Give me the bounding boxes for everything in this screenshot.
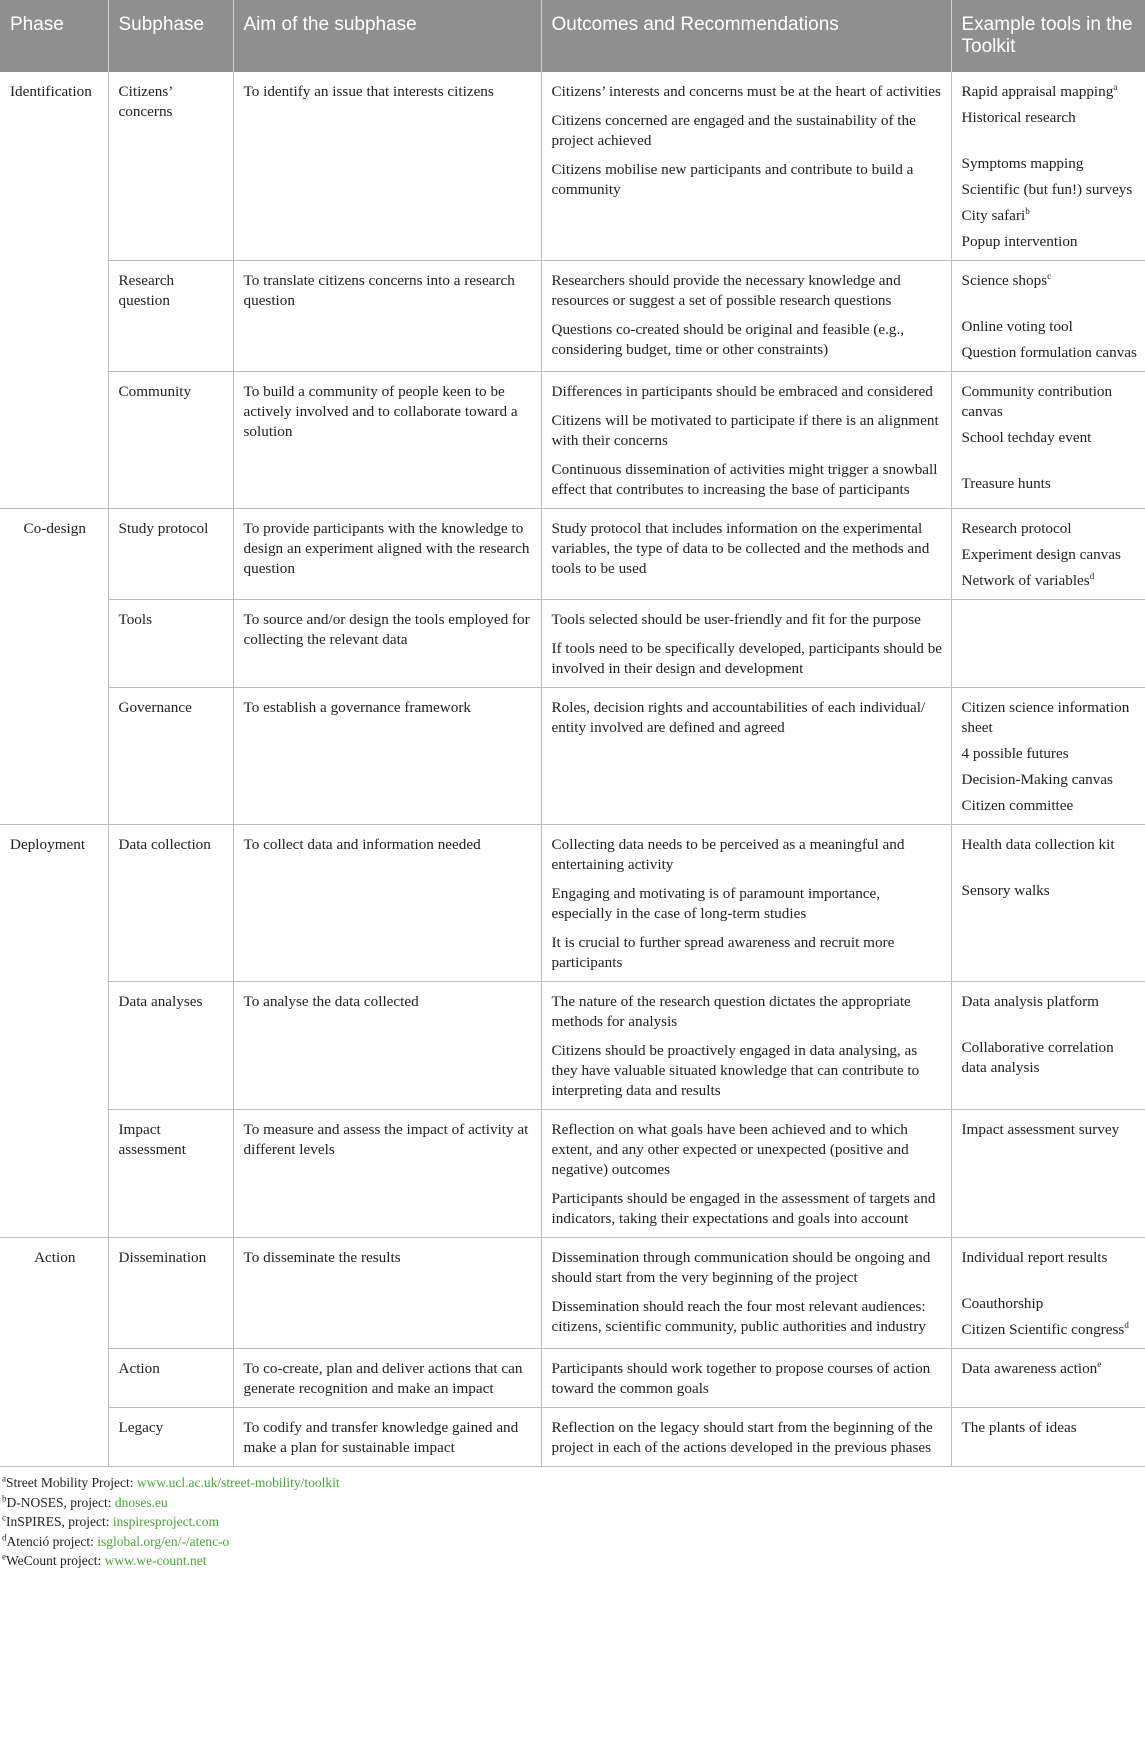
outcomes-cell [541,825,951,982]
tools-cell [951,261,1145,372]
tool-item: Decision-Making canvas [961,771,1113,788]
outcome-item: Citizens should be proactively engaged in data analysing, as they have valuable situated knowledge that can contribute to interpreting data and results [551,1042,920,1099]
tools-cell [951,1110,1145,1238]
footnote-link[interactable]: www.we-count.net [104,1553,207,1568]
outcomes-cell [541,509,951,600]
tool-item: Data awareness action$^e$ [961,1358,1102,1377]
tool-item: Impact assessment survey [961,1121,1120,1138]
subphase-cell: Citizens’ concerns [108,72,233,261]
outcome-item: Dissemination should reach the four most relevant audiences: citizens, scientific community, public authorities and industry [551,1298,926,1335]
tool-item: Sensory walks [961,882,1050,899]
footnote-b: $^b$D-NOSES, project: dnoses.eu [2,1493,168,1510]
outcome-item: Engaging and motivating is of paramount importance, especially in the case of long-term studies [551,885,881,922]
tools-cell [951,372,1145,509]
tools-cell [951,600,1145,688]
table-row [0,1238,1145,1349]
outcomes-cell [541,372,951,509]
outcomes-cell [541,982,951,1110]
phase-deployment: Deployment [0,825,108,1238]
tools-cell [951,982,1145,1110]
outcome-item: Researchers should provide the necessary knowledge and resources or suggest a set of possible research questions [551,272,901,309]
tool-item: Network of variables$^d$ [961,570,1095,589]
subphase-cell: Governance [108,688,233,825]
tool-item: Popup intervention [961,233,1078,250]
outcomes-cell [541,72,951,261]
tool-item: Scientific (but fun!) surveys [961,181,1133,198]
tools-cell [951,509,1145,600]
aim-cell: To disseminate the results [233,1238,541,1349]
aim-cell: To source and/or design the tools employed for collecting the relevant data [233,600,541,688]
table-row [0,982,1145,1110]
tool-item: Data analysis platform [961,993,1099,1010]
tool-item: Experiment design canvas [961,546,1121,563]
tool-item: 4 possible futures [961,745,1069,762]
tool-item: Coauthorship [961,1295,1044,1312]
outcome-item: Questions co-created should be original and feasible (e.g., considering budget, time or other constraints) [551,321,905,358]
footnote-link[interactable]: www.ucl.ac.uk/street-mobility/toolkit [136,1475,340,1490]
outcome-item: Participants should work together to propose courses of action toward the common goals [551,1360,931,1397]
outcome-item: Reflection on what goals have been achieved and to which extent, and any other expected or unexpected (positive and negative) outcomes [551,1121,909,1178]
outcome-item: Dissemination through communication should be ongoing and should start from the very beginning of the project [551,1249,931,1286]
footnote-e: $^e$WeCount project: www.we-count.net [2,1551,207,1568]
aim-cell: To measure and assess the impact of activity at different levels [233,1110,541,1238]
header-aim: Aim of the subphase [233,0,541,72]
outcome-item: Collecting data needs to be perceived as a meaningful and entertaining activity [551,836,905,873]
outcome-item: Citizens mobilise new participants and contribute to build a community [551,161,914,198]
outcome-item: Continuous dissemination of activities might trigger a snowball effect that contributes to increasing the base of participants [551,461,938,498]
footnote-link[interactable]: inspiresproject.com [112,1514,219,1529]
outcome-item: Reflection on the legacy should start from the beginning of the project in each of the actions developed in the previous phases [551,1419,933,1456]
subphase-cell: Impact assessment [108,1110,233,1238]
table-header [0,0,1145,72]
tool-item: Science shops$^c$ [961,270,1052,289]
tools-cell [951,1349,1145,1408]
outcome-item: Citizens concerned are engaged and the sustainability of the project achieved [551,112,916,149]
tool-item: Treasure hunts [961,475,1051,492]
aim-cell: To build a community of people keen to be actively involved and to collaborate toward a solution [233,372,541,509]
tools-cell [951,825,1145,982]
outcomes-cell [541,1110,951,1238]
subphase-cell: Dissemination [108,1238,233,1349]
footnote-a: $^a$Street Mobility Project: www.ucl.ac.uk/street-mobility/toolkit [2,1473,340,1490]
footnote-link[interactable]: dnoses.eu [114,1494,168,1510]
outcome-item: Citizens’ interests and concerns must be at the heart of activities [551,83,941,100]
table-row [0,600,1145,688]
phase-action: Action [0,1238,108,1467]
table-row [0,1349,1145,1408]
tool-item: Collaborative correlation data analysis [961,1039,1114,1076]
tool-item: Question formulation canvas [961,344,1137,361]
tools-cell [951,1408,1145,1467]
aim-cell: To translate citizens concerns into a research question [233,261,541,372]
tool-item: Citizen committee [961,797,1074,814]
header-phase: Phase [0,0,108,72]
aim-cell: To establish a governance framework [233,688,541,825]
tool-item: Individual report results [961,1249,1108,1266]
tool-item: Community contribution canvas [961,383,1113,420]
outcomes-cell [541,1349,951,1408]
tool-item: Online voting tool [961,318,1073,335]
outcome-item: If tools need to be specifically developed, participants should be involved in their design and development [551,640,943,677]
tools-cell [951,688,1145,825]
aim-cell: To provide participants with the knowledge to design an experiment aligned with the research question [233,509,541,600]
subphase-cell: Tools [108,600,233,688]
header-outcomes: Outcomes and Recommendations [541,0,951,72]
subphase-cell: Community [108,372,233,509]
tool-item: The plants of ideas [961,1419,1077,1436]
aim-cell: To analyse the data collected [233,982,541,1110]
table-row [0,825,1145,982]
tool-item: Symptoms mapping [961,155,1084,172]
subphase-cell: Action [108,1349,233,1408]
outcome-item: Participants should be engaged in the assessment of targets and indicators, taking their expectations and goals into account [551,1190,936,1227]
header-tools: Example tools in the Toolkit [951,0,1145,72]
tool-item: City safari$^b$ [961,205,1030,224]
table-row [0,261,1145,372]
table-row [0,372,1145,509]
outcomes-cell [541,688,951,825]
tools-cell [951,72,1145,261]
aim-cell: To identify an issue that interests citizens [233,72,541,261]
phase-codesign: Co-design [0,509,108,825]
outcomes-cell [541,1408,951,1467]
outcomes-cell [541,600,951,688]
outcome-item: The nature of the research question dictates the appropriate methods for analysis [551,993,911,1030]
header-subphase: Subphase [108,0,233,72]
tool-item: Historical research [961,109,1076,126]
footnote-d: $^d$Atenció project: isglobal.org/en/-/atenc-o [2,1532,230,1549]
table-row [0,1408,1145,1467]
footnotes [0,1467,1145,1571]
tools-cell [951,1238,1145,1349]
subphase-cell: Data analyses [108,982,233,1110]
outcome-item: Roles, decision rights and accountabilities of each individual/ entity involved are defined and agreed [551,699,926,736]
footnote-c: $^c$InSPIRES, project: inspiresproject.com [2,1512,219,1529]
tool-item: Health data collection kit [961,836,1115,853]
outcome-item: It is crucial to further spread awareness and recruit more participants [551,934,895,971]
subphase-cell: Research question [108,261,233,372]
outcome-item: Differences in participants should be embraced and considered [551,383,933,400]
table-row [0,1110,1145,1238]
tool-item: Research protocol [961,520,1072,537]
outcomes-cell [541,1238,951,1349]
outcome-item: Study protocol that includes information on the experimental variables, the type of data to be collected and the methods and tools to be used [551,520,930,577]
footnote-link[interactable]: isglobal.org/en/-/atenc-o [97,1533,230,1549]
aim-cell: To collect data and information needed [233,825,541,982]
subphase-cell: Study protocol [108,509,233,600]
outcome-item: Citizens will be motivated to participate if there is an alignment with their concerns [551,412,939,449]
table-row [0,688,1145,825]
phase-identification: Identification [0,72,108,509]
tool-item: Citizen science information sheet [961,699,1130,736]
tool-item: Rapid appraisal mapping$^a$ [961,81,1118,100]
tool-item: Citizen Scientific congress$^d$ [961,1319,1129,1338]
aim-cell: To co-create, plan and deliver actions that can generate recognition and make an impact [233,1349,541,1408]
subphase-cell: Data collection [108,825,233,982]
aim-cell: To codify and transfer knowledge gained and make a plan for sustainable impact [233,1408,541,1467]
subphase-cell: Legacy [108,1408,233,1467]
table-row [0,72,1145,261]
outcomes-cell [541,261,951,372]
outcome-item: Tools selected should be user-friendly and fit for the purpose [551,611,921,628]
table-row [0,509,1145,600]
tool-item: School techday event [961,429,1092,446]
